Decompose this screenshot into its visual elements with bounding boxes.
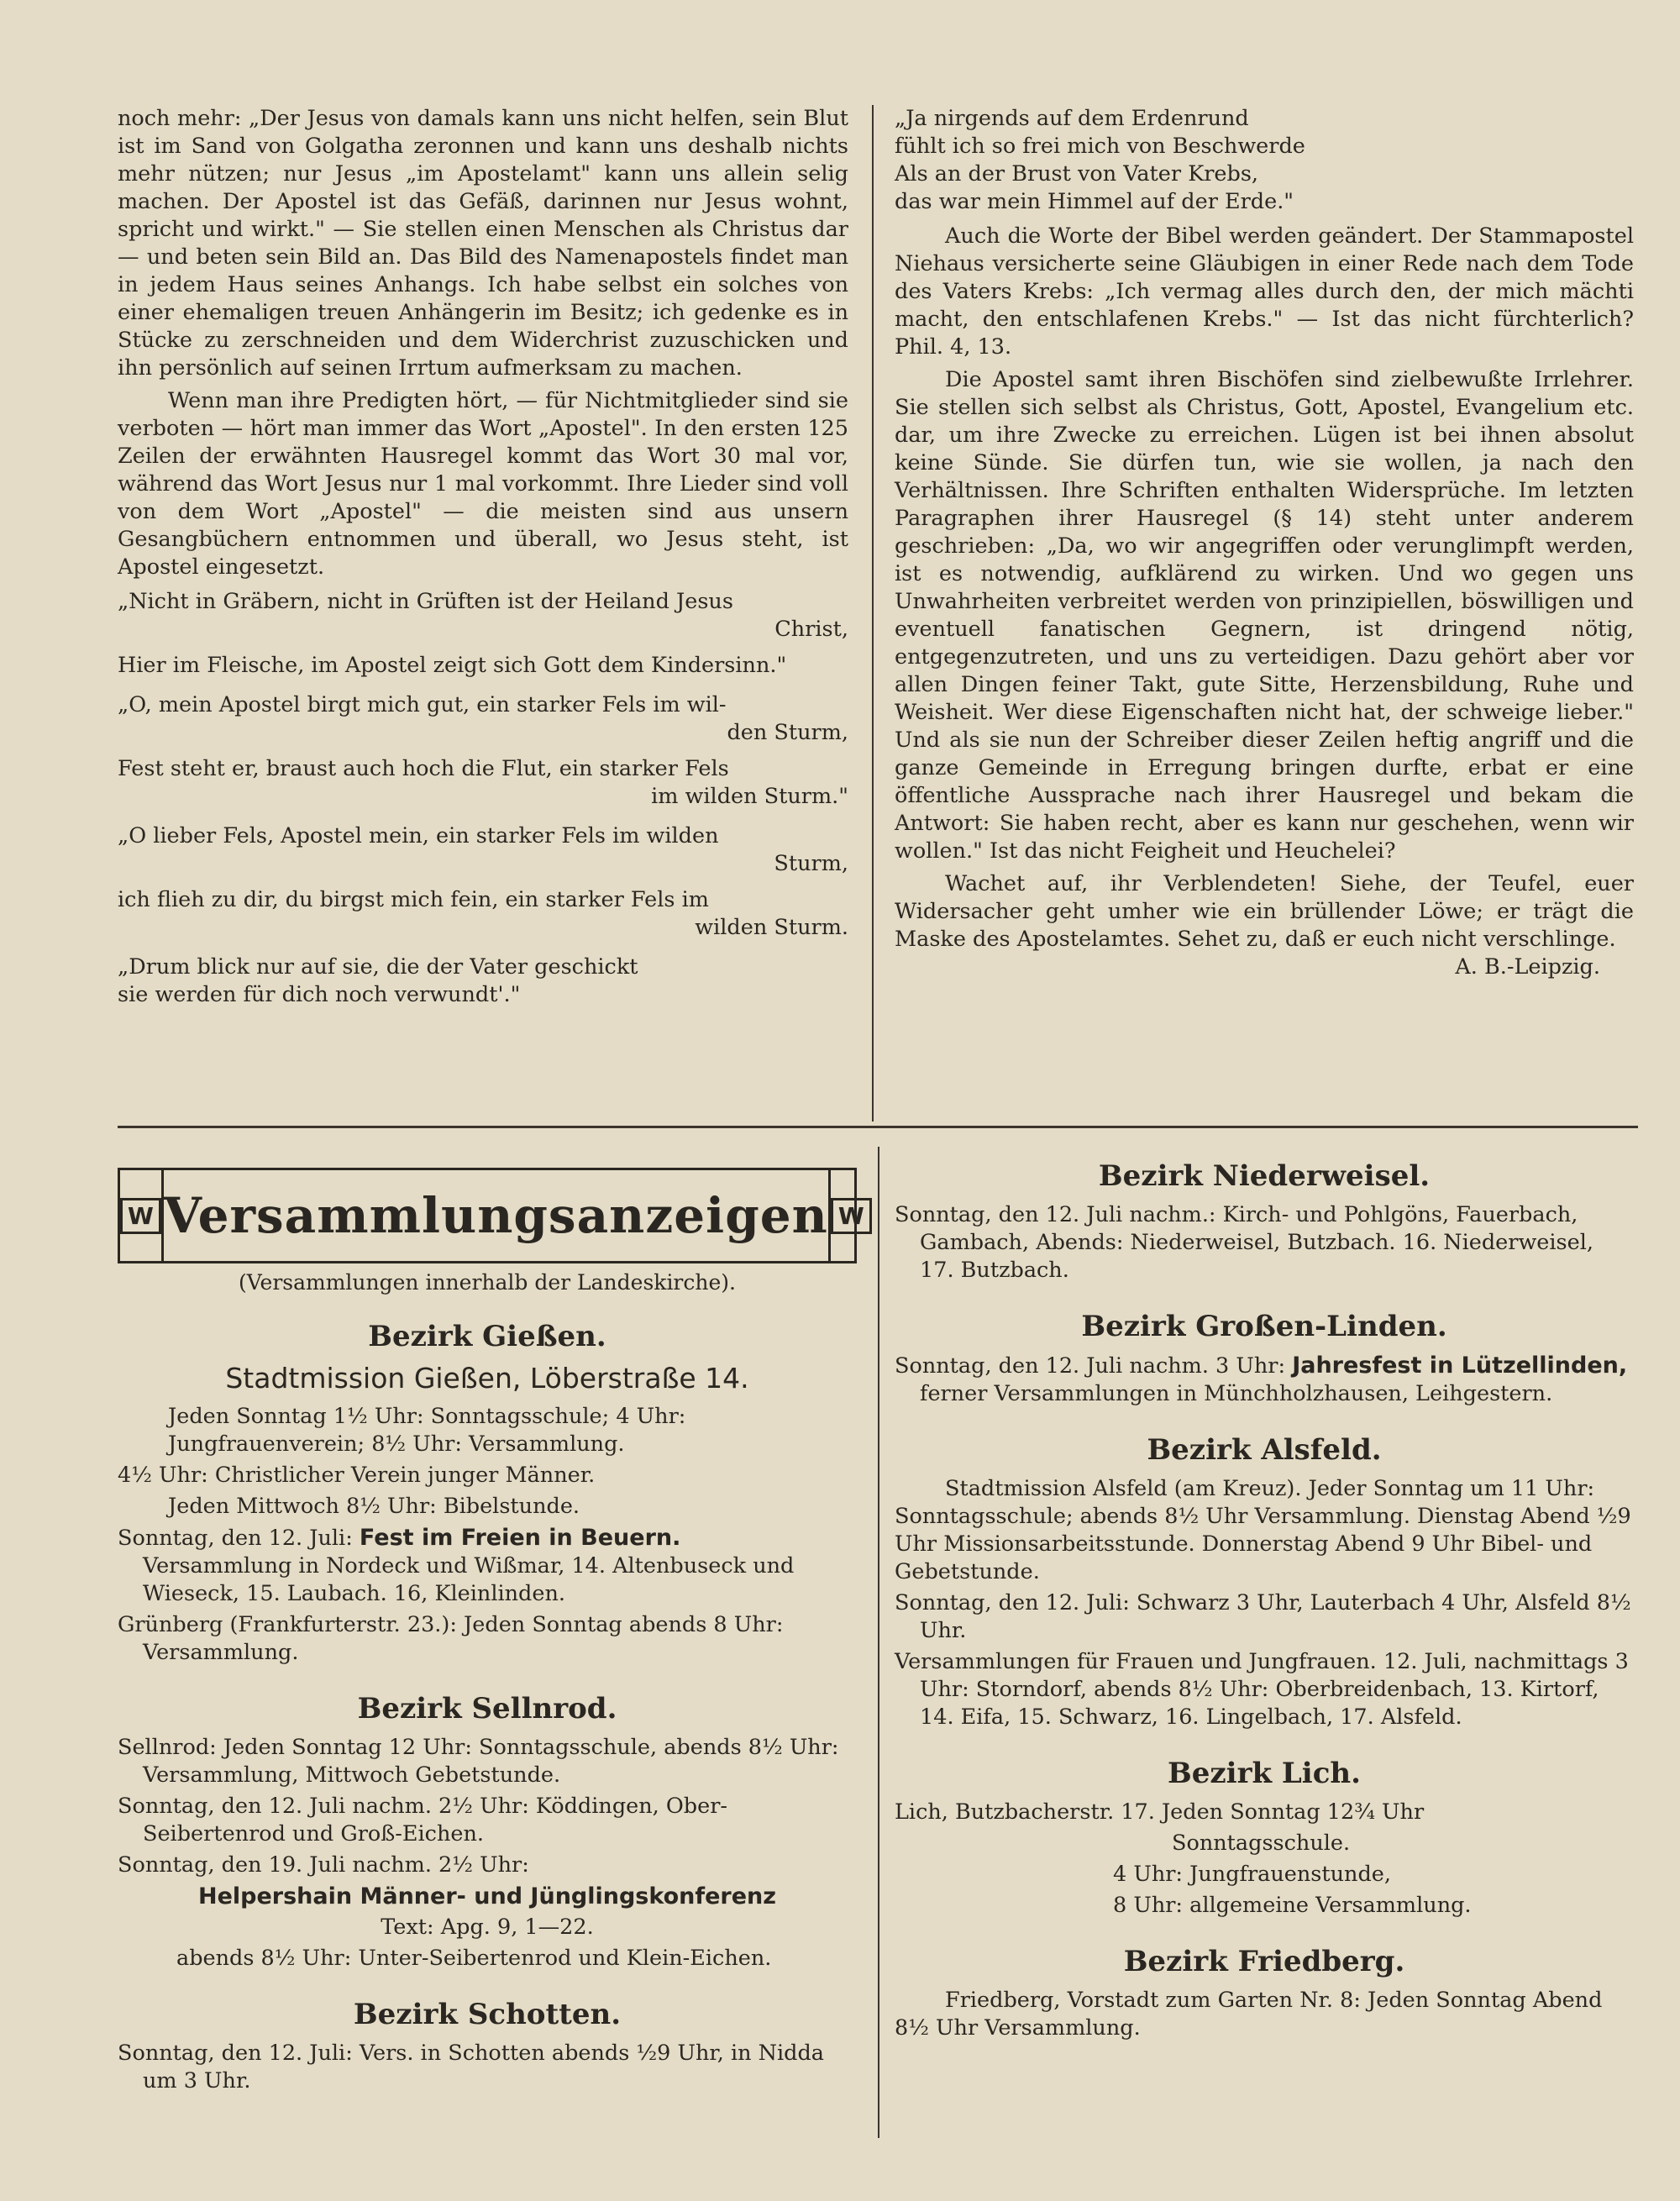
paragraph: Auch die Worte der Bibel werden geändert. Der Stammapostel Niehaus versicherte seine Gläubigen in einer Rede nach dem Tode des Vaters Krebs: „Ich vermag alles durch den, der mich mächti macht, den entschlafenen Krebs." — Ist das nicht fürchterlich? Phil. 4, 13.	[895, 223, 1634, 360]
verse-line: sie werden für dich noch verwundt'."	[118, 982, 521, 1007]
entry	[118, 1403, 857, 1458]
entry-highlight: Helpershain Männer- und Jünglingskonferenz	[197, 1883, 776, 1909]
verse	[118, 691, 848, 811]
entry: 4 Uhr: Jungfrauenstunde,	[1113, 1862, 1391, 1887]
section-divider	[118, 1126, 1638, 1128]
entry	[895, 1352, 1634, 1408]
verse-line: „Drum blick nur auf sie, die der Vater geschickt	[118, 954, 638, 980]
entry-text: Versammlung in Nordeck und Wißmar, 14. Altenbuseck und Wieseck, 15. Laubach. 16, Kleinlinden.	[143, 1553, 795, 1606]
entry: Sonntagsschule.	[1172, 1831, 1351, 1856]
announcements-column-left	[118, 1151, 864, 2099]
ornament-glyph: W	[831, 1198, 872, 1234]
entry: 4½ Uhr: Christlicher Verein junger Männer.	[118, 1463, 596, 1488]
signature: A. B.-Leipzig.	[1455, 954, 1600, 980]
district-heading: Bezirk Großen-Linden.	[1081, 1310, 1447, 1343]
verse-line: Fest steht er, braust auch hoch die Flut, ein starker Fels	[118, 756, 729, 781]
district-heading: Bezirk Niederweisel.	[1098, 1159, 1431, 1193]
entry: Sonntag, den 12. Juli nachm. 2½ Uhr: Köddingen, Ober-Seibertenrod und Groß-Eichen.	[118, 1794, 728, 1846]
entry: abends 8½ Uhr: Unter-Seibertenrod und Klein-Eichen.	[176, 1946, 772, 1971]
verse	[118, 953, 848, 1009]
entry: Sonntag, den 12. Juli: Vers. in Schotten abends ½9 Uhr, in Nidda um 3 Uhr.	[118, 2041, 825, 2093]
entry: Grünberg (Frankfurterstr. 23.): Jeden Sonntag abends 8 Uhr: Versammlung.	[118, 1612, 784, 1665]
entry	[118, 1524, 857, 1608]
entry: Versammlungen für Frauen und Jungfrauen. 12. Juli, nachmittags 3 Uhr: Storndorf, abends 8½ Uhr: Oberbreidenbach, 13. Kirtorf, 14. Eifa, 15. Schwarz, 16. Lingelbach, 17. Alsfeld.	[895, 1649, 1629, 1730]
verse-line: wilden Sturm.	[695, 915, 848, 940]
section-subtitle: (Versammlungen innerhalb der Landeskirche).	[239, 1270, 736, 1295]
paragraph	[895, 870, 1634, 980]
article-column-right	[895, 105, 1634, 981]
paragraph: noch mehr: „Der Jesus von damals kann uns nicht helfen, sein Blut ist im Sand von Golgatha zeronnen und kann uns deshalb nichts mehr nützen; nur Jesus „im Apostelamt" kann uns allein selig machen. Der Apostel ist das Gefäß, darinnen nur Jesus wohnt, spricht und wirkt." — Sie stellen einen Menschen als Christus dar — und beten sein Bild an. Das Bild des Namenapostels findet man in jedem Haus seines Anhangs. Ich habe selbst ein solches von einer ehemaligen treuen Anhängerin im Besitz; ich gedenke es in Stücke zu zerschneiden und dem Widerchrist zuzuschicken und ihn persönlich auf seinen Irrtum aufmerksam zu machen.	[118, 106, 848, 381]
verse	[118, 822, 848, 942]
ornament-glyph: W	[120, 1198, 161, 1234]
verse-line: „Nicht in Gräbern, nicht in Grüften ist der Heiland Jesus	[118, 589, 733, 614]
entry-text: Sonntag, den 12. Juli nachm. 3 Uhr:	[895, 1353, 1286, 1379]
verse-line: „O lieber Fels, Apostel mein, ein starker Fels im wilden	[118, 823, 719, 848]
verse-line: Sturm,	[774, 851, 848, 876]
entry: Lich, Butzbacherstr. 17. Jeden Sonntag 12¾ Uhr	[895, 1799, 1425, 1825]
entry: Sellnrod: Jeden Sonntag 12 Uhr: Sonntagsschule, abends 8½ Uhr: Versammlung, Mittwoch Gebetstunde.	[118, 1735, 839, 1788]
district-heading: Bezirk Friedberg.	[1123, 1945, 1405, 1978]
district-heading: Bezirk Lich.	[1168, 1757, 1361, 1790]
district-heading: Bezirk Alsfeld.	[1147, 1433, 1382, 1467]
entry: Sonntag, den 19. Juli nachm. 2½ Uhr:	[118, 1852, 529, 1878]
verse	[118, 588, 848, 680]
entry: Sonntag, den 12. Juli nachm.: Kirch- und Pohlgöns, Fauerbach, Gambach, Abends: Niederweisel, Butzbach. 16. Niederweisel, 17. Butzbach.	[895, 1202, 1593, 1283]
poem-line: das war mein Himmel auf der Erde."	[895, 189, 1294, 214]
entry: Text: Apg. 9, 1—22.	[381, 1915, 594, 1940]
entry: Sonntag, den 12. Juli: Schwarz 3 Uhr, Lauterbach 4 Uhr, Alsfeld 8½ Uhr.	[895, 1590, 1631, 1643]
paragraph: Die Apostel samt ihren Bischöfen sind zielbewußte Irrlehrer. Sie stellen sich selbst als Christus, Gott, Apostel, Evangelium etc. dar, um ihre Zwecke zu erreichen. Lügen ist bei ihnen absolut keine Sünde. Sie dürfen tun, wie sie wollen, ja nach den Verhältnissen. Ihre Schriften enthalten Widersprüche. Im letzten Paragraphen ihrer Hausregel (§ 14) steht unter anderem geschrieben: „Da, wo wir angegriffen oder verunglimpft werden, ist es notwendig, aufklärend zu wirken. Und wo gegen uns Unwahrheiten verbreitet werden von prinzipiellen, böswilligen und eventuell fanatischen Gegnern, ist dringend nötig, entgegenzutreten, und uns zu verteidigen. Dazu gehört aber vor allen Dingen feiner Takt, gute Sitte, Herzensbildung, Ruhe und Weisheit. Wer diese Eigenschaften nicht hat, der schweige lieber." Und als sie nun der Schreiber dieser Zeilen heftig angriff und die ganze Gemeinde in Erregung bringen durfte, erbat er eine öffentliche Aussprache nach ihrer Hausregel und bekam die Antwort: Sie haben recht, aber es kann nur geschehen, wenn wir wollen." Ist das nicht Feigheit und Heuchelei?	[895, 367, 1634, 864]
district-heading: Bezirk Sellnrod.	[357, 1692, 617, 1726]
entry-highlight: Jahresfest in Lützellinden,	[1292, 1353, 1628, 1379]
district-heading: Bezirk Gießen.	[368, 1320, 606, 1353]
column-divider-bottom	[878, 1147, 879, 2138]
column-divider-top	[872, 105, 874, 1122]
verse-line: im wilden Sturm."	[651, 784, 848, 809]
entry-text: ferner Versammlungen in Münchholzhausen, Leihgestern.	[920, 1381, 1553, 1406]
ornament-right	[828, 1170, 872, 1261]
entry: Friedberg, Vorstadt zum Garten Nr. 8: Jeden Sonntag Abend 8½ Uhr Versammlung.	[895, 1988, 1603, 2041]
district-subheading: Stadtmission Gießen, Löberstraße 14.	[225, 1362, 749, 1395]
entry-text: Sonntag, den 12. Juli:	[118, 1526, 353, 1551]
poem-line: „Ja nirgends auf dem Erdenrund	[895, 106, 1249, 131]
verse-line: Christ,	[774, 617, 848, 642]
entry-text: Jeden Sonntag 1½ Uhr: Sonntagsschule; 4 Uhr: Jungfrauenverein; 8½ Uhr: Versammlung.	[168, 1404, 686, 1457]
paragraph: Wenn man ihre Predigten hört, — für Nichtmitglieder sind sie verboten — hört man immer das Wort „Apostel". In den ersten 125 Zeilen der erwähnten Hausregel kommt das Wort 30 mal vor, während das Wort Jesus nur 1 mal vorkommt. Ihre Lieder sind voll von dem Wort „Apostel" — die meisten sind aus unsern Gesangbüchern entnommen und überall, wo Jesus steht, ist Apostel eingesetzt.	[118, 388, 848, 580]
poem-line: fühlt ich so frei mich von Beschwerde	[895, 134, 1305, 159]
article-column-left	[118, 105, 848, 1014]
verse-line: den Sturm,	[727, 720, 848, 745]
poem	[895, 105, 1634, 216]
verse-line: Hier im Fleische, im Apostel zeigt sich Gott dem Kindersinn."	[118, 653, 787, 678]
ornament-left	[120, 1170, 164, 1261]
verse-line: „O, mein Apostel birgt mich gut, ein starker Fels im wil-	[118, 692, 727, 717]
poem-line: Als an der Brust von Vater Krebs,	[895, 161, 1259, 186]
announcements-column-right	[895, 1151, 1634, 2046]
entry-highlight: Fest im Freien in Beuern.	[359, 1525, 681, 1551]
section-banner	[118, 1168, 864, 1263]
entry: Stadtmission Alsfeld (am Kreuz). Jeder Sonntag um 11 Uhr: Sonntagsschule; abends 8½ Uhr Versammlung. Dienstag Abend ½9 Uhr Missionsarbeitsstunde. Donnerstag Abend 9 Uhr Bibel- und Gebetstunde.	[895, 1476, 1631, 1584]
district-heading: Bezirk Schotten.	[353, 1998, 622, 2031]
verse-line: ich flieh zu dir, du birgst mich fein, ein starker Fels im	[118, 887, 709, 912]
paragraph-text: Wachet auf, ihr Verblendeten! Siehe, der Teufel, euer Widersacher geht umher wie ein brüllender Löwe; er trägt die Maske des Apostelamtes. Sehet zu, daß er euch nicht verschlinge.	[895, 871, 1634, 952]
section-title: Versammlungsanzeigen	[163, 1187, 828, 1244]
entry: Jeden Mittwoch 8½ Uhr: Bibelstunde.	[168, 1494, 580, 1519]
entry: 8 Uhr: allgemeine Versammlung.	[1113, 1893, 1472, 1918]
